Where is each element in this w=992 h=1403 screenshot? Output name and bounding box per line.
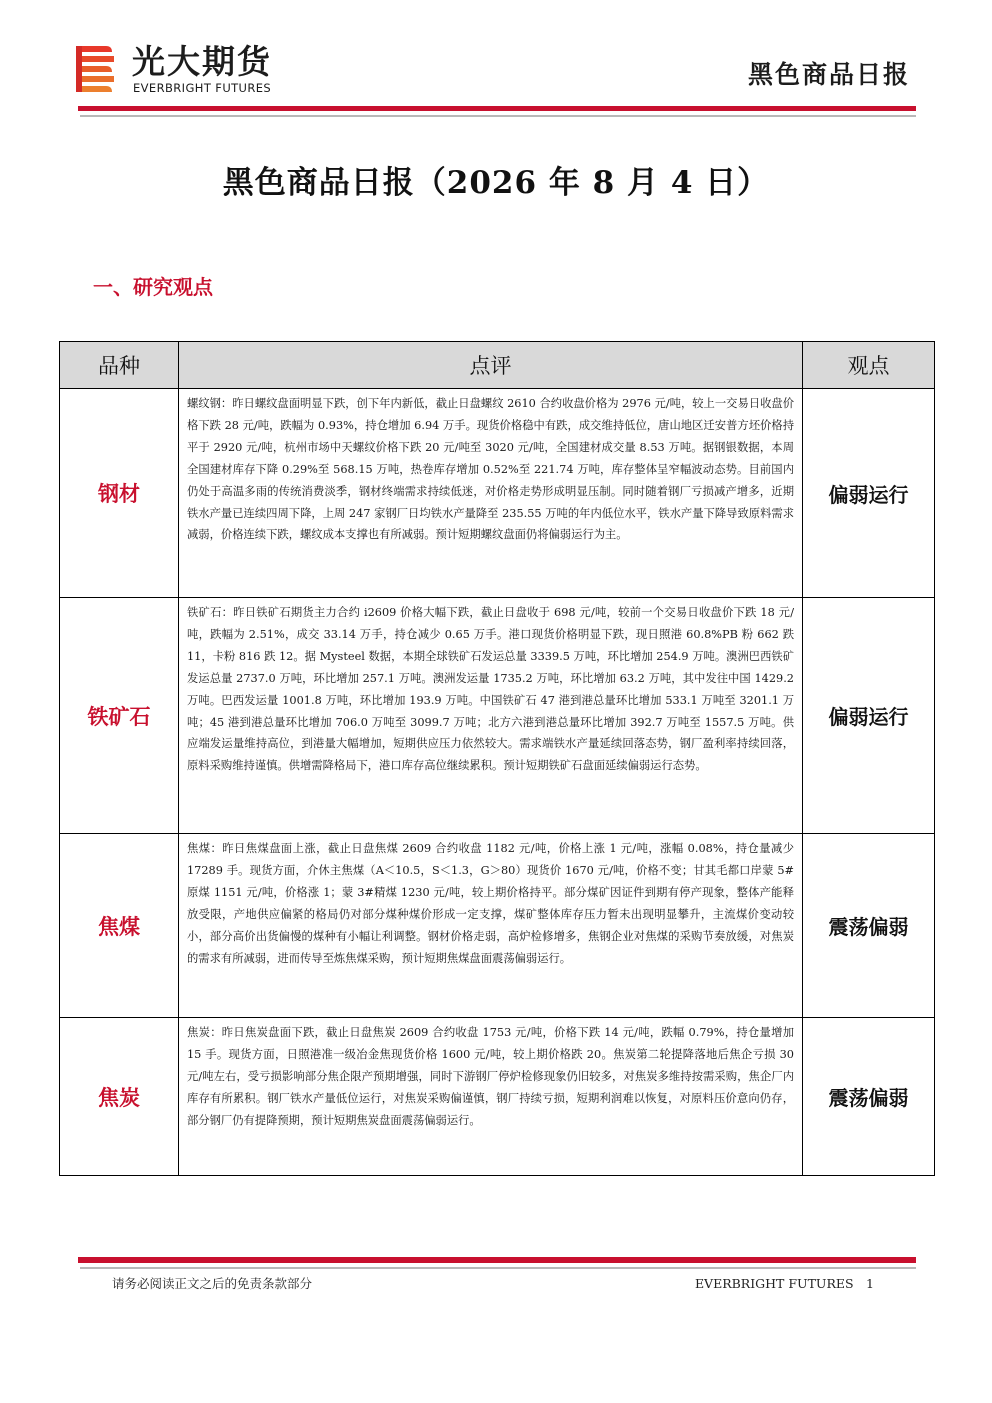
row-view: 偏弱运行 (803, 598, 935, 834)
row-kind: 钢材 (60, 389, 179, 598)
header-kind: 品种 (60, 342, 179, 389)
header-shadow-line (80, 115, 916, 117)
table-row (60, 389, 935, 598)
header-comment: 点评 (179, 342, 803, 389)
document-title: 黑色商品日报（2026 年 8 月 4 日） (222, 165, 770, 201)
table-row (60, 834, 935, 1018)
row-kind: 铁矿石 (60, 598, 179, 834)
section-heading: 一、研究观点 (93, 275, 213, 299)
row-view: 偏弱运行 (803, 389, 935, 598)
logo-text-cn: 光大期货 (132, 42, 272, 81)
table-header-row (60, 342, 935, 389)
header-divider (78, 106, 916, 111)
logo-text-en: EVERBRIGHT FUTURES (133, 81, 272, 95)
report-name: 黑色商品日报 (747, 60, 910, 89)
table-row (60, 1018, 935, 1176)
header-view: 观点 (803, 342, 935, 389)
footer-brand-page: EVERBRIGHT FUTURES 1 (694, 1276, 874, 1291)
footer-divider (78, 1257, 916, 1263)
table-row (60, 598, 935, 834)
row-comment: 铁矿石：昨日铁矿石期货主力合约 i2609 价格大幅下跌，截止日盘收于 698 元/吨，较前一个交易日收盘价下跌 18 元/吨，跌幅为 2.51%，成交 33.14 万手，持仓减少 0.65 万手。港口现货价格明显下跌，现日照港 60.8%PB 粉 662 跌 11，卡粉 816 跌 12。据 Mysteel 数据，本期全球铁矿石发运总量 3339.5 万吨，环比增加 254.9 万吨。澳洲巴西铁矿发运总量 2737.0 万吨，环比增加 257.1 万吨。澳洲发运量 1735.2 万吨，环比增加 63.2 万吨，其中发往中国 1429.2 万吨。巴西发运量 1001.8 万吨，环比增加 193.9 万吨。中国铁矿石 47 港到港总量环比增加 533.1 万吨至 3201.1 万吨；45 港到港总量环比增加 706.0 万吨至 3099.7 万吨；北方六港到港总量环比增加 392.7 万吨至 1557.5 万吨。供应端发运量维持高位，到港量大幅增加，短期供应压力依然较大。需求端铁水产量延续回落态势，钢厂盈利率持续回落，原料采购维持谨慎。供增需降格局下，港口库存高位继续累积。预计短期铁矿石盘面延续偏弱运行态势。 (179, 598, 803, 834)
row-comment: 焦煤：昨日焦煤盘面上涨，截止日盘焦煤 2609 合约收盘 1182 元/吨，价格上涨 1 元/吨，涨幅 0.08%，持仓量减少 17289 手。现货方面，介休主焦煤（A＜10.5，S＜1.3，G＞80）现货价 1670 元/吨，价格不变；甘其毛都口岸蒙 5#原煤 1151 元/吨，价格涨 1；蒙 3#精煤 1230 元/吨，较上期价格持平。部分煤矿因证件到期有停产现象，整体产能释放受限，产地供应偏紧的格局仍对部分煤种煤价形成一定支撑，煤矿整体库存压力暂未出现明显攀升，主流煤价变动较小，部分高价出货偏慢的煤种有小幅让利调整。钢材价格走弱，高炉检修增多，焦钢企业对焦煤的采购节奏放缓，对焦炭的需求有所减弱，进而传导至炼焦煤采购，预计短期焦煤盘面震荡偏弱运行。 (179, 834, 803, 1018)
row-kind: 焦煤 (60, 834, 179, 1018)
row-view: 震荡偏弱 (803, 1018, 935, 1176)
row-comment: 螺纹钢：昨日螺纹盘面明显下跌，创下年内新低，截止日盘螺纹 2610 合约收盘价格为 2976 元/吨，较上一交易日收盘价格下跌 28 元/吨，跌幅为 0.93%，持仓增加 6.94 万手。现货价格稳中有跌，成交维持低位，唐山地区迁安普方坯价格持平于 2920 元/吨，杭州市场中天螺纹价格下跌 20 元/吨至 3020 元/吨，全国建材成交量 8.53 万吨。据钢银数据，本周全国建材库存下降 0.29%至 568.15 万吨，热卷库存增加 0.52%至 221.74 万吨，库存整体呈窄幅波动态势。目前国内仍处于高温多雨的传统消费淡季，钢材终端需求持续低迷，对价格走势形成明显压制。同时随着钢厂亏损减产增多，近期铁水产量已连续四周下降，上周 247 家钢厂日均铁水产量降至 235.55 万吨的年内低位水平，铁水产量下降导致原料需求减弱，价格连续下跌，螺纹成本支撑也有所减弱。预计短期螺纹盘面仍将偏弱运行为主。 (179, 389, 803, 598)
row-view: 震荡偏弱 (803, 834, 935, 1018)
footer-shadow-line (80, 1267, 916, 1269)
disclaimer-note: 请务必阅读正文之后的免责条款部分 (112, 1276, 313, 1291)
analysis-table (59, 341, 935, 1176)
row-kind: 焦炭 (60, 1018, 179, 1176)
row-comment: 焦炭：昨日焦炭盘面下跌，截止日盘焦炭 2609 合约收盘 1753 元/吨，价格下跌 14 元/吨，跌幅 0.79%，持仓量增加 15 手。现货方面，日照港准一级冶金焦现货价格 1600 元/吨，较上期价格跌 20。焦炭第二轮提降落地后焦企亏损 30 元/吨左右，受亏损影响部分焦企限产预期增强，同时下游钢厂停炉检修现象仍旧较多，对焦炭多维持按需采购，焦企厂内库存有所累积。钢厂铁水产量低位运行，对焦炭采购偏谨慎，钢厂持续亏损，短期利润难以恢复，对原料压价意向仍存，部分钢厂仍有提降预期，预计短期焦炭盘面震荡偏弱运行。 (179, 1018, 803, 1176)
everbright-logo-icon (76, 42, 116, 98)
